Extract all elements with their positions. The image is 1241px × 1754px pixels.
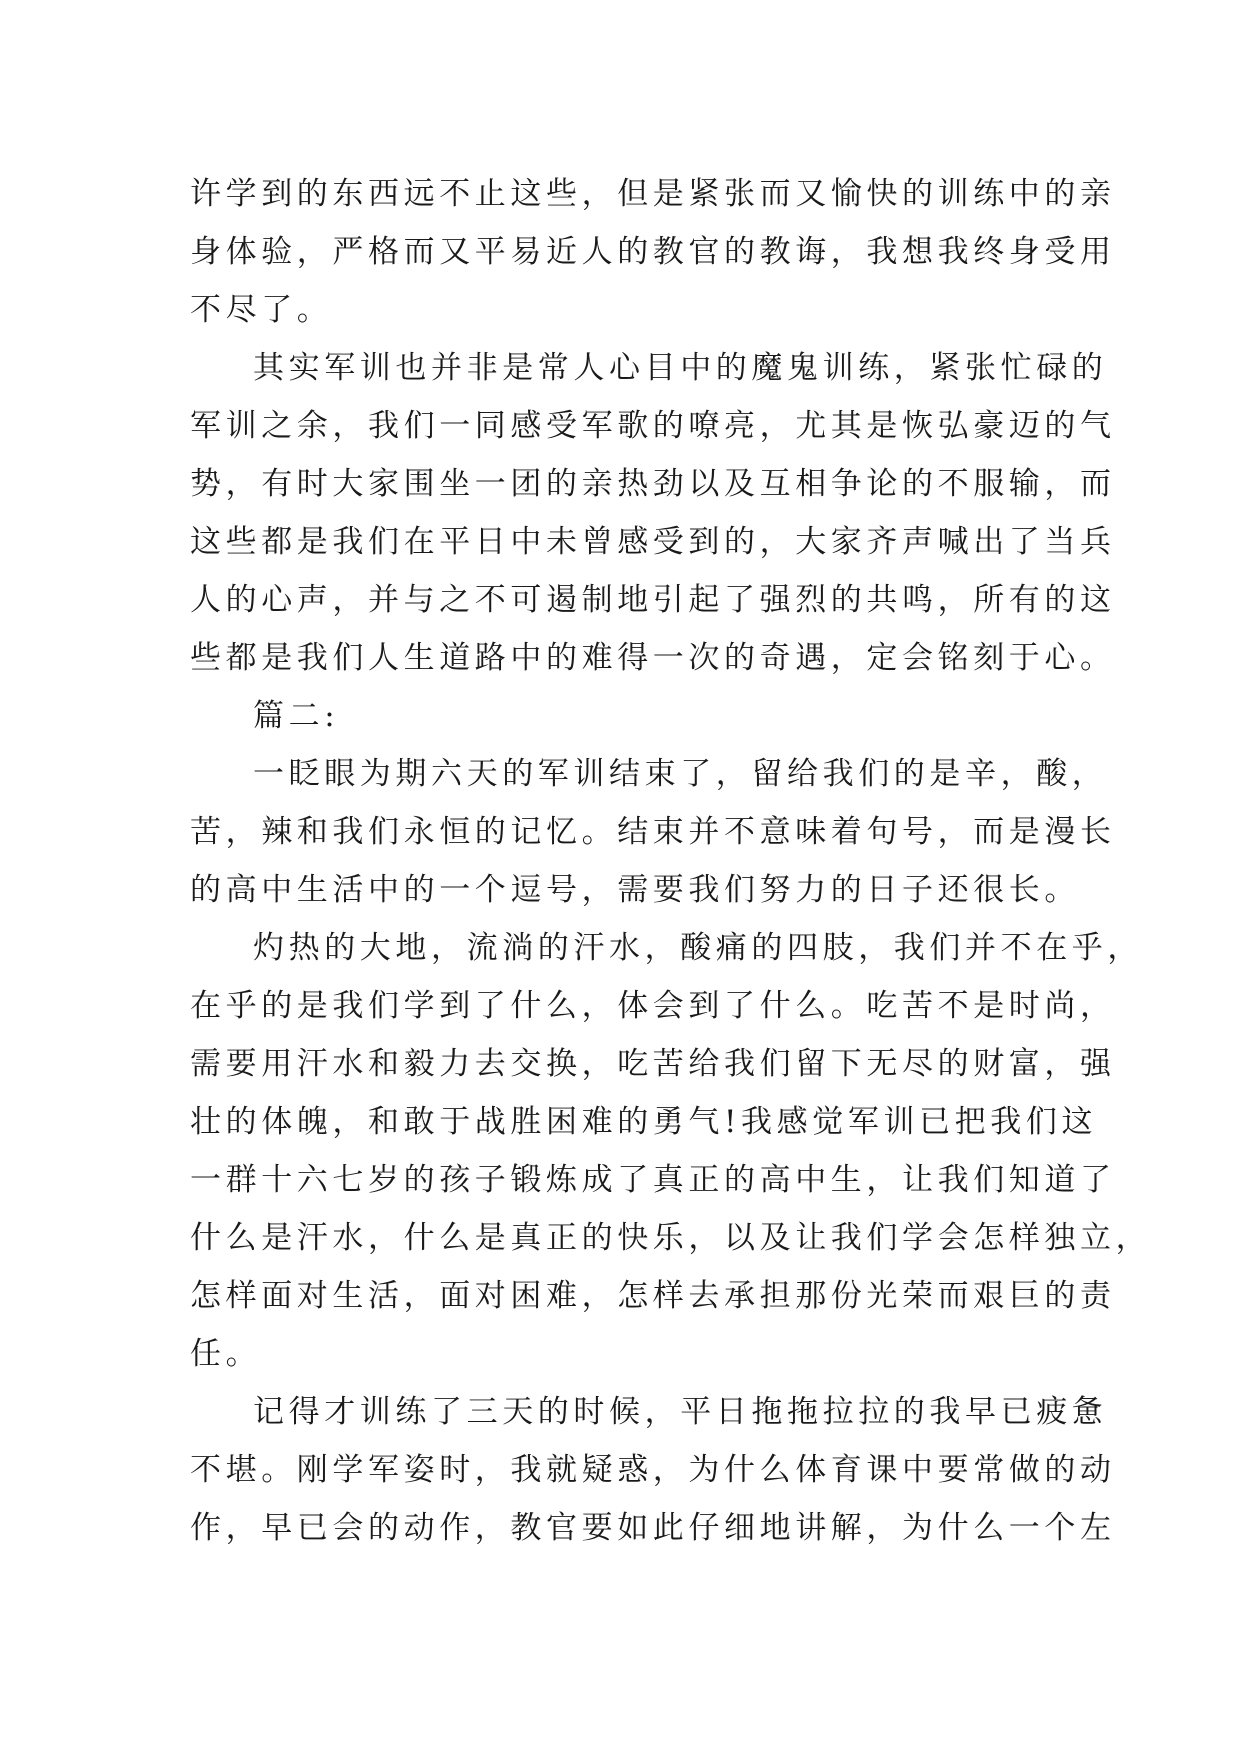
- text-line: 势，有时大家围坐一团的亲热劲以及互相争论的不服输，而: [190, 466, 1116, 502]
- section-heading: 篇二:: [253, 698, 340, 734]
- text-line: 作，早已会的动作，教官要如此仔细地讲解，为什么一个左: [190, 1510, 1116, 1546]
- text-line: 身体验，严格而又平易近人的教官的教诲，我想我终身受用: [190, 234, 1116, 270]
- text-line: 许学到的东西远不止这些，但是紧张而又愉快的训练中的亲: [190, 176, 1116, 212]
- text-line: 人的心声，并与之不可遏制地引起了强烈的共鸣，所有的这: [190, 582, 1116, 618]
- text-line: 军训之余，我们一同感受军歌的嘹亮，尤其是恢弘豪迈的气: [190, 408, 1116, 444]
- text-line: 在乎的是我们学到了什么，体会到了什么。吃苦不是时尚，: [190, 988, 1116, 1024]
- text-line: 不尽了。: [190, 292, 333, 328]
- text-line: 怎样面对生活，面对困难，怎样去承担那份光荣而艰巨的责: [190, 1278, 1116, 1314]
- document-body: [190, 165, 1152, 1557]
- text-line: 需要用汗水和毅力去交换，吃苦给我们留下无尽的财富，强: [190, 1046, 1116, 1082]
- paragraph-start-line: 灼热的大地，流淌的汗水，酸痛的四肢，我们并不在乎，: [253, 930, 1143, 966]
- text-line: 任。: [190, 1336, 262, 1372]
- text-line: 什么是汗水，什么是真正的快乐，以及让我们学会怎样独立，: [190, 1220, 1152, 1256]
- text-line: 一群十六七岁的孩子锻炼成了真正的高中生，让我们知道了: [190, 1162, 1116, 1198]
- text-line: 苦，辣和我们永恒的记忆。结束并不意味着句号，而是漫长: [190, 814, 1116, 850]
- text-line: 这些都是我们在平日中未曾感受到的，大家齐声喊出了当兵: [190, 524, 1116, 560]
- text-line: 些都是我们人生道路中的难得一次的奇遇，定会铭刻于心。: [190, 640, 1116, 676]
- paragraph-start-line: 记得才训练了三天的时候，平日拖拖拉拉的我早已疲惫: [253, 1394, 1108, 1430]
- text-line: 的高中生活中的一个逗号，需要我们努力的日子还很长。: [190, 872, 1080, 908]
- paragraph-start-line: 一眨眼为期六天的军训结束了，留给我们的是辛，酸，: [253, 756, 1108, 792]
- text-line: 不堪。刚学军姿时，我就疑惑，为什么体育课中要常做的动: [190, 1452, 1116, 1488]
- paragraph-start-line: 其实军训也并非是常人心目中的魔鬼训练，紧张忙碌的: [253, 350, 1108, 386]
- text-line: 壮的体魄，和敢于战胜困难的勇气!我感觉军训已把我们这: [190, 1104, 1098, 1140]
